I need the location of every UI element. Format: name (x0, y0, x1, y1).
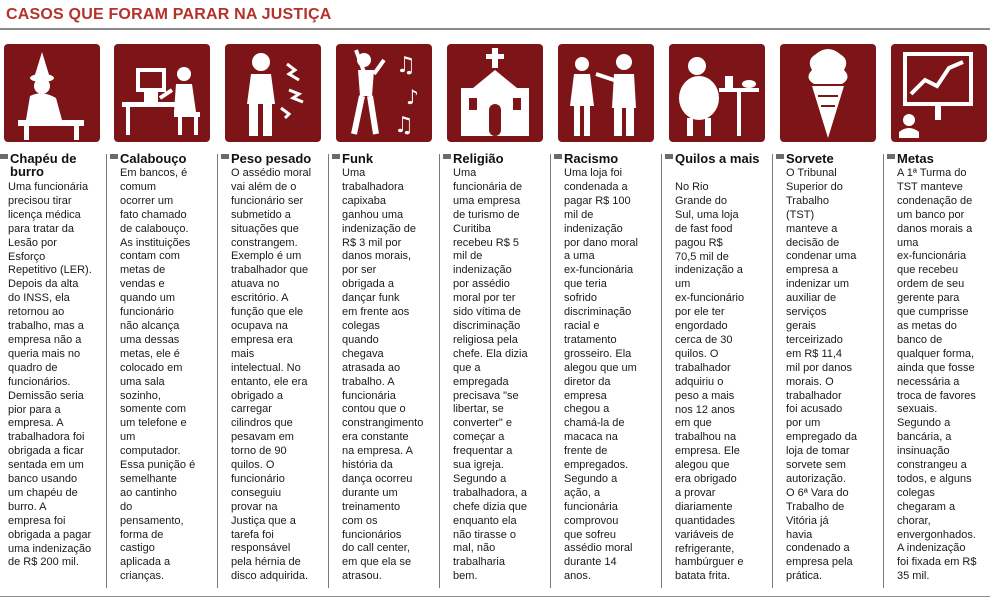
case-text: Uma loja foi condenada a pagar R$ 100 mil de indenização por dano moral a uma ex-funcionária que teria sofrido discriminação racial e tratamento grosseiro. Ela alegou que um diretor da empresa chegou a chamá-la de macaca na frente de empregados. Segundo a ação, a funcionária comprovou que sofreu assédio moral durante 14 anos. (564, 167, 638, 583)
column-separator (106, 154, 107, 588)
title-marker (332, 154, 340, 159)
column-separator (217, 154, 218, 588)
column-separator (550, 154, 551, 588)
bottom-rule (0, 596, 990, 597)
case-text: No Rio Grande do Sul, uma loja de fast food pagou R$ 70,5 mil de indenização a um ex-funcionário por ele ter engordado cerca de 30 quilos. O trabalhador adquiriu o peso a mais nos 12 anos em que trabalhou na empresa. Ele alegou que era obrigado a provar diariamente quantidades variáveis de refrigerante, hambúrguer e batata frita. (675, 181, 745, 583)
svg-text:♪: ♪ (406, 85, 419, 109)
case-title: Funk (342, 151, 374, 166)
case-title: Racismo (564, 151, 619, 166)
svg-text:♫: ♫ (396, 53, 416, 78)
page-title: CASOS QUE FORAM PARAR NA JUSTIÇA (6, 6, 332, 23)
title-marker (554, 154, 562, 159)
case-column-metas (887, 44, 987, 590)
case-column-racismo (554, 44, 658, 590)
column-separator (661, 154, 662, 588)
case-column-peso (221, 44, 325, 590)
title-marker (110, 154, 118, 159)
church-icon (447, 44, 543, 142)
cases-grid (0, 44, 990, 590)
case-title: Chapéu de burro (10, 151, 77, 179)
title-marker (443, 154, 451, 159)
column-separator (328, 154, 329, 588)
title-marker (221, 154, 229, 159)
case-title: Sorvete (786, 151, 834, 166)
column-separator (439, 154, 440, 588)
case-text: O Tribunal Superior do Trabalho (TST) manteve a decisão de condenar uma empresa a indenizar um auxiliar de serviços gerais terceirizado em R$ 11,4 mil por danos morais. O trabalhador foi acusado por um empregado da loja de tomar sorvete sem autorização. O 6ª Vara do Trabalho de Vitória já havia condenado a empresa pela prática. (786, 167, 857, 583)
case-column-calabouco (110, 44, 214, 590)
dancer-icon (336, 44, 432, 142)
top-rule (0, 28, 990, 30)
case-column-quilos (665, 44, 769, 590)
fast-food-icon (669, 44, 765, 142)
title-marker (665, 154, 673, 159)
case-text: Uma funcionária de uma empresa de turismo de Curitiba recebeu R$ 5 mil de indenização por assédio moral por ter sido vítima de discriminação religiosa pela chefe. Ela dizia que a empregada precisava "se libertar, se converter" e começar a frequentar a sua igreja. Segundo a trabalhadora, a chefe dizia que enquanto ela não tirasse o mal, não trabalharia bem. (453, 167, 528, 583)
case-title: Religião (453, 151, 504, 166)
computer-desk-icon (114, 44, 210, 142)
column-separator (772, 154, 773, 588)
ice-cream-icon (780, 44, 876, 142)
title-marker (776, 154, 784, 159)
case-title: Quilos a mais (675, 151, 760, 166)
back-pain-icon (225, 44, 321, 142)
svg-text:♫: ♫ (394, 113, 414, 138)
title-marker (0, 154, 8, 159)
racism-icon (558, 44, 654, 142)
case-title: Calabouço (120, 151, 187, 166)
case-column-funk (332, 44, 436, 590)
case-text: Uma trabalhadora capixaba ganhou uma indenização de R$ 3 mil por danos morais, por ser obrigada a dançar funk em frente aos colegas quando chegava atrasada ao trabalho. A funcionária contou que o constrangimento era constante na empresa. A história da dança ocorreu durante um treinamento com os funcionários do call center, em que ela se atrasou. (342, 167, 424, 583)
case-title: Peso pesado (231, 151, 312, 166)
sales-chart-icon (891, 44, 987, 142)
case-text: Uma funcionária precisou tirar licença médica para tratar da Lesão por Esforço Repetitivo (LER). Depois da alta do INSS, ela retornou ao trabalho, mas a empresa não a queria mais no quadro de funcionários. Demissão seria pior para a empresa. A trabalhadora foi obrigada a ficar sentada em um banco usando um chapéu de burro. A empresa foi obrigada a pagar uma indenização de R$ 200 mil. (8, 181, 92, 569)
title-marker (887, 154, 895, 159)
dunce-cap-icon (4, 44, 100, 142)
case-text: O assédio moral vai além de o funcionário ser submetido a situações que constrangem. Exemplo é um trabalhador que atuava no escritório. A função que ele ocupava na empresa era mais intelectual. No entanto, ele era obrigado a carregar cilindros que pesavam em torno de 90 quilos. O funcionário conseguiu provar na Justiça que a tarefa foi responsável pela hérnia de disco adquirida. (231, 167, 312, 583)
column-separator (883, 154, 884, 588)
case-column-religiao (443, 44, 547, 590)
case-column-sorvete (776, 44, 880, 590)
case-title: Metas (897, 151, 934, 166)
case-column-chapeu (0, 44, 104, 590)
case-text: Em bancos, é comum ocorrer um fato chamado de calabouço. As instituições contam com metas de vendas e quando um funcionário não alcança uma dessas metas, ele é colocado em uma sala sozinho, somente com um telefone e um computador. Essa punição é semelhante ao cantinho do pensamento, forma de castigo aplicada a crianças. (120, 167, 196, 583)
case-text: A 1ª Turma do TST manteve condenação de um banco por danos morais a uma ex-funcionária que recebeu ordem de seu gerente para que cumprisse as metas do banco de qualquer forma, ainda que fosse necessária a troca de favores sexuais. Segundo a bancária, a insinuação constrangeu a todos, e alguns colegas chegaram a chorar, envergonhados. A indenização foi fixada em R$ 35 mil. (897, 167, 977, 583)
page-header (6, 4, 332, 26)
